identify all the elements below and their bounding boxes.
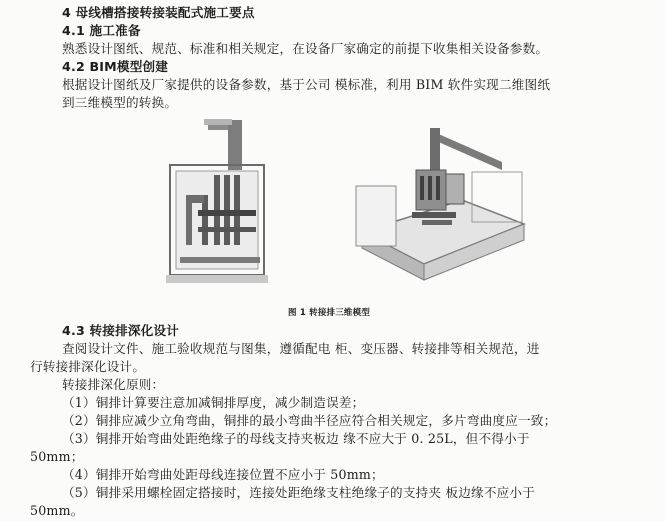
paragraph-4-3-line2: 行转接排深化设计。	[30, 359, 146, 374]
paragraph-4-2-line1: 根据设计图纸及厂家提供的设备参数，基于公司 模标准，利用 BIM 软件实现二维图纸	[62, 77, 551, 92]
section-title: 4 母线槽搭接转接装配式施工要点	[62, 5, 255, 20]
principles-title: 转接排深化原则：	[62, 377, 165, 392]
principle-item-1: （1）铜排计算要注意加减铜排厚度，减少制造误差；	[62, 395, 365, 410]
busbar-model-image-left	[158, 115, 276, 295]
principle-item-2: （2）铜排应减少立角弯曲，铜排的最小弯曲半径应符合相关规定，多片弯曲度应一致；	[62, 413, 557, 428]
heading-4-1: 4.1 施工准备	[62, 23, 141, 38]
principle-item-5-line2: 50mm。	[30, 503, 84, 518]
paragraph-4-1: 熟悉设计图纸、规范、标准和相关规定，在设备厂家确定的前提下收集相关设备参数。	[62, 41, 549, 56]
principle-item-3-line1: （3）铜排开始弯曲处距绝缘子的母线支持夹板边 缘不应大于 0. 25L，但不得小于	[62, 431, 530, 446]
principle-item-5-line1: （5）铜排采用螺栓固定搭接时，连接处距绝缘支柱绝缘子的支持夹 板边缘不应小于	[62, 485, 535, 500]
principle-item-4: （4）铜排开始弯曲处距母线连接位置不应小于 50mm；	[62, 467, 384, 482]
figure-caption: 图 1 转接排三维模型	[288, 308, 371, 318]
heading-4-2: 4.2 BIM模型创建	[62, 59, 169, 74]
heading-4-3: 4.3 转接排深化设计	[62, 323, 180, 338]
paragraph-4-2-line2: 到三维模型的转换。	[62, 95, 178, 110]
principle-item-3-line2: 50mm；	[30, 449, 84, 464]
paragraph-4-3-line1: 查阅设计文件、施工验收规范与图集，遵循配电 柜、变压器、转接排等相关规范，进	[62, 341, 540, 356]
busbar-model-image-right	[352, 112, 532, 287]
